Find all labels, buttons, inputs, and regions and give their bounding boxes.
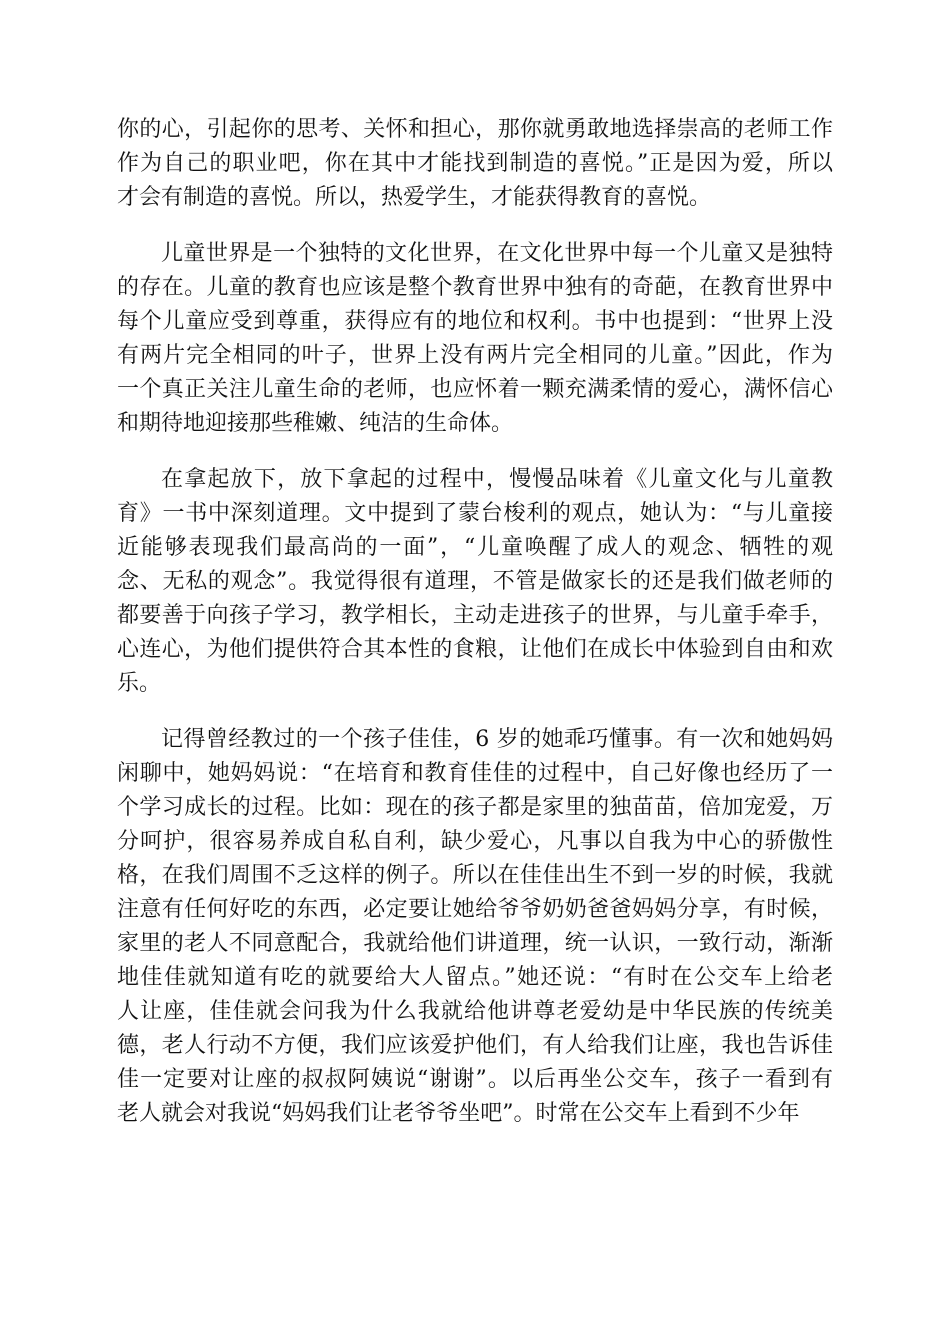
text-line: 一个真正关注儿童生命的老师，也应怀着一颗充满柔情的爱心，满怀信心	[117, 377, 833, 402]
text-line: 都要善于向孩子学习，教学相长，主动走进孩子的世界，与儿童手牵手，	[117, 603, 833, 628]
text-line: 才会有制造的喜悦。所以，热爱学生，才能获得教育的喜悦。	[117, 185, 712, 210]
text-line: 念、无私的观念”。我觉得很有道理，不管是做家长的还是我们做老师的	[117, 569, 833, 594]
text-line: 心连心，为他们提供符合其本性的食粮，让他们在成长中体验到自由和欢	[117, 637, 833, 662]
paragraph	[117, 237, 833, 441]
text-line: 和期待地迎接那些稚嫩、纯洁的生命体。	[117, 411, 514, 436]
text-line: 你的心，引起你的思考、关怀和担心，那你就勇敢地选择崇高的老师工作	[117, 117, 833, 142]
text-line: 作为自己的职业吧，你在其中才能找到制造的喜悦。”正是因为爱，所以	[117, 151, 833, 176]
text-line: 记得曾经教过的一个孩子佳佳，6 岁的她乖巧懂事。有一次和她妈妈	[161, 727, 833, 752]
text-line: 德，老人行动不方便，我们应该爱护他们，有人给我们让座，我也告诉佳	[117, 1033, 833, 1058]
text-line: 乐。	[117, 671, 162, 696]
text-line: 佳一定要对让座的叔叔阿姨说“谢谢”。以后再坐公交车，孩子一看到有	[117, 1067, 833, 1092]
paragraph	[117, 723, 833, 1131]
text-line: 地佳佳就知道有吃的就要给大人留点。”她还说：“有时在公交车上给老	[117, 965, 833, 990]
document-body	[117, 113, 833, 1153]
text-line: 儿童世界是一个独特的文化世界，在文化世界中每一个儿童又是独特	[161, 241, 833, 266]
text-line: 在拿起放下，放下拿起的过程中，慢慢品味着《儿童文化与儿童教	[161, 467, 833, 492]
text-line: 近能够表现我们最高尚的一面”，“儿童唤醒了成人的观念、牺牲的观	[117, 535, 833, 560]
text-line: 每个儿童应受到尊重，获得应有的地位和权利。书中也提到：“世界上没	[117, 309, 833, 334]
text-line: 注意有任何好吃的东西，必定要让她给爷爷奶奶爸爸妈妈分享，有时候，	[117, 897, 833, 922]
text-line: 个学习成长的过程。比如：现在的孩子都是家里的独苗苗，倍加宠爱，万	[117, 795, 833, 820]
text-line: 闲聊中，她妈妈说：“在培育和教育佳佳的过程中，自己好像也经历了一	[117, 761, 833, 786]
text-line: 人让座，佳佳就会问我为什么我就给他讲尊老爱幼是中华民族的传统美	[117, 999, 833, 1024]
text-line: 格，在我们周围不乏这样的例子。所以在佳佳出生不到一岁的时候，我就	[117, 863, 833, 888]
text-line: 育》一书中深刻道理。文中提到了蒙台梭利的观点，她认为：“与儿童接	[117, 501, 833, 526]
text-line: 老人就会对我说“妈妈我们让老爷爷坐吧”。时常在公交车上看到不少年	[117, 1101, 800, 1126]
text-line: 分呵护，很容易养成自私自利，缺少爱心，凡事以自我为中心的骄傲性	[117, 829, 833, 854]
text-line: 的存在。儿童的教育也应该是整个教育世界中独有的奇葩，在教育世界中	[117, 275, 833, 300]
text-line: 家里的老人不同意配合，我就给他们讲道理，统一认识，一致行动，渐渐	[117, 931, 833, 956]
text-line: 有两片完全相同的叶子，世界上没有两片完全相同的儿童。”因此，作为	[117, 343, 833, 368]
paragraph	[117, 463, 833, 701]
paragraph	[117, 113, 833, 215]
